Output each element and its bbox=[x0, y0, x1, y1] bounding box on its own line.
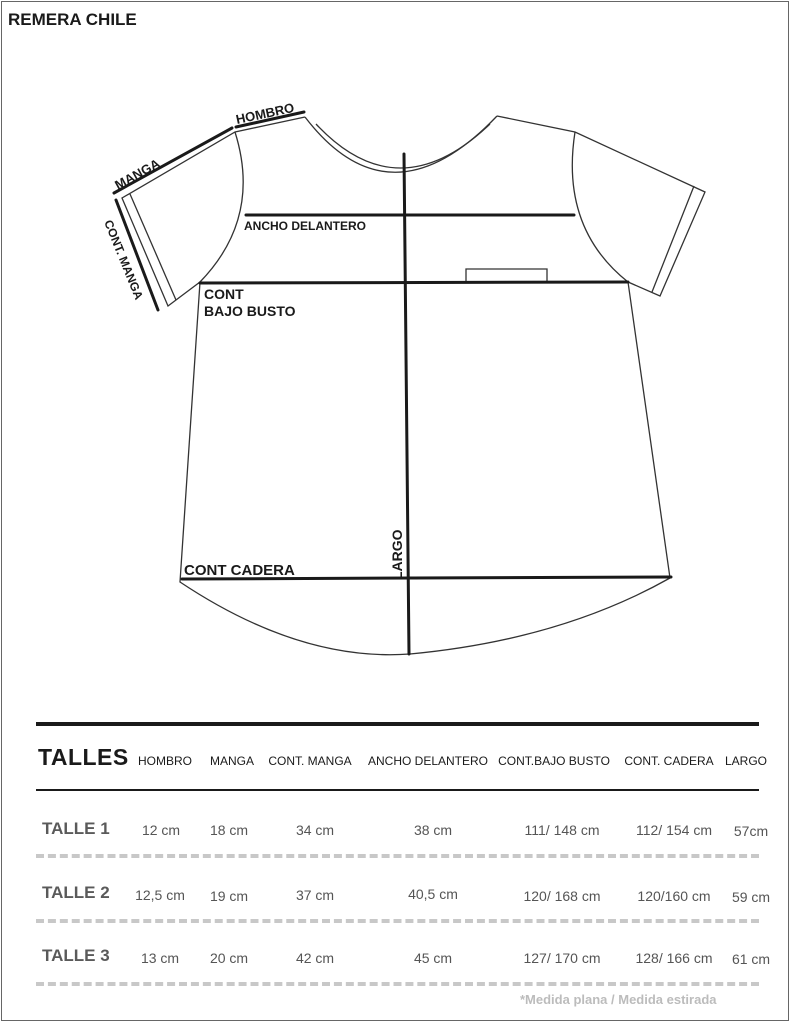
table-cell: 57cm bbox=[733, 823, 769, 839]
table-cell: 12 cm bbox=[141, 822, 181, 838]
label-cont-bajo-busto-1: CONT bbox=[204, 286, 244, 302]
col-header-cont-bajo-busto: CONT.BAJO BUSTO bbox=[498, 754, 610, 768]
label-hombro: HOMBRO bbox=[234, 99, 296, 127]
col-header-cont-manga: CONT. MANGA bbox=[268, 754, 352, 768]
table-heading: TALLES bbox=[38, 744, 129, 770]
table-cell: 59 cm bbox=[731, 889, 771, 905]
table-top-rule bbox=[36, 722, 759, 726]
row-label-talle-3: TALLE 3 bbox=[42, 946, 110, 965]
row-divider bbox=[36, 919, 759, 923]
table-cell: 13 cm bbox=[140, 950, 180, 966]
table-cell: 112/ 154 cm bbox=[635, 822, 713, 838]
label-ancho-delantero: ANCHO DELANTERO bbox=[244, 219, 366, 233]
col-header-hombro: HOMBRO bbox=[138, 754, 192, 768]
label-manga: MANGA bbox=[112, 155, 163, 193]
col-header-largo: LARGO bbox=[724, 754, 768, 768]
table-cell: 120/160 cm bbox=[637, 888, 711, 904]
table-cell: 19 cm bbox=[209, 888, 249, 904]
col-header-manga: MANGA bbox=[209, 754, 255, 768]
table-cell: 111/ 148 cm bbox=[524, 822, 600, 838]
table-cell: 20 cm bbox=[209, 950, 249, 966]
label-cont-cadera: CONT CADERA bbox=[184, 562, 295, 579]
label-cont-bajo-busto-2: BAJO BUSTO bbox=[204, 303, 296, 319]
measurement-note: *Medida plana / Medida estirada bbox=[520, 992, 717, 1007]
table-cell: 61 cm bbox=[731, 951, 771, 967]
label-largo: LARGO bbox=[389, 529, 405, 580]
table-cell: 18 cm bbox=[209, 822, 249, 838]
cont-bajo-busto-line bbox=[200, 282, 628, 283]
table-cell: 34 cm bbox=[295, 822, 335, 838]
table-cell: 120/ 168 cm bbox=[523, 888, 601, 904]
table-cell: 127/ 170 cm bbox=[523, 950, 601, 966]
row-label-talle-1: TALLE 1 bbox=[42, 819, 110, 838]
table-cell: 12,5 cm bbox=[135, 887, 185, 903]
row-divider bbox=[36, 982, 759, 986]
table-cell: 37 cm bbox=[295, 887, 335, 903]
row-divider bbox=[36, 854, 759, 858]
table-cell: 42 cm bbox=[295, 950, 335, 966]
table-cell: 40,5 cm bbox=[408, 886, 458, 902]
table-header-rule bbox=[36, 789, 759, 791]
table-cell: 38 cm bbox=[413, 822, 453, 838]
col-header-ancho-delantero: ANCHO DELANTERO bbox=[367, 754, 489, 768]
page-title: REMERA CHILE bbox=[8, 10, 137, 29]
row-label-talle-2: TALLE 2 bbox=[42, 883, 110, 902]
col-header-cont-cadera: CONT. CADERA bbox=[624, 754, 714, 768]
table-cell: 45 cm bbox=[413, 950, 453, 966]
table-cell: 128/ 166 cm bbox=[635, 950, 713, 966]
label-cont-manga: CONT. MANGA bbox=[101, 217, 146, 302]
